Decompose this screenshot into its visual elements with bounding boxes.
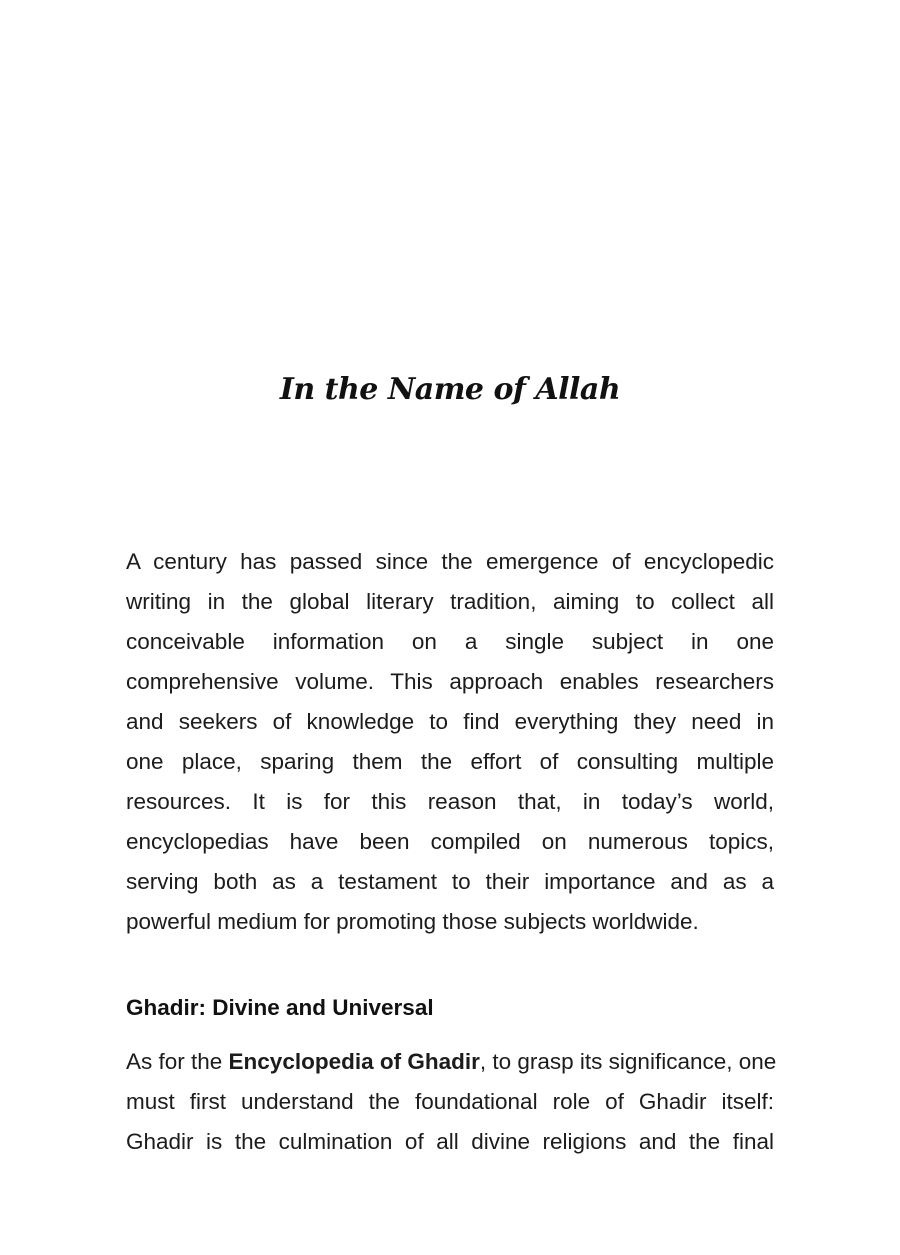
paragraph-line: one place, sparing them the effort of consulting multiple bbox=[126, 749, 774, 774]
paragraph-line: serving both as a testament to their importance and as a bbox=[126, 869, 774, 894]
ghadir-paragraph bbox=[126, 1042, 777, 1162]
line-suffix: , to grasp its significance, one bbox=[479, 1049, 777, 1074]
paragraph-line: conceivable information on a single subject in one bbox=[126, 629, 774, 654]
encyclopedia-title: Encyclopedia of Ghadir bbox=[228, 1049, 480, 1074]
paragraph-line: writing in the global literary tradition, aiming to collect all bbox=[126, 589, 774, 614]
paragraph-line: A century has passed since the emergence of encyclopedic bbox=[126, 549, 774, 574]
section-heading: Ghadir: Divine and Universal bbox=[126, 995, 434, 1020]
paragraph-line: comprehensive volume. This approach enables researchers bbox=[126, 669, 774, 694]
paragraph-line bbox=[126, 1042, 777, 1082]
line-prefix: As for the bbox=[126, 1049, 229, 1074]
paragraph-line: Ghadir is the culmination of all divine religions and the final bbox=[126, 1129, 774, 1154]
paragraph-line: and seekers of knowledge to find everything they need in bbox=[126, 709, 774, 734]
paragraph-line: must first understand the foundational role of Ghadir itself: bbox=[126, 1089, 774, 1114]
intro-paragraph bbox=[126, 542, 774, 942]
paragraph-line: powerful medium for promoting those subjects worldwide. bbox=[126, 909, 699, 934]
paragraph-line: resources. It is for this reason that, in today’s world, bbox=[126, 789, 774, 814]
page-heading: In the Name of Allah bbox=[279, 372, 621, 407]
paragraph-line: encyclopedias have been compiled on numerous topics, bbox=[126, 829, 774, 854]
